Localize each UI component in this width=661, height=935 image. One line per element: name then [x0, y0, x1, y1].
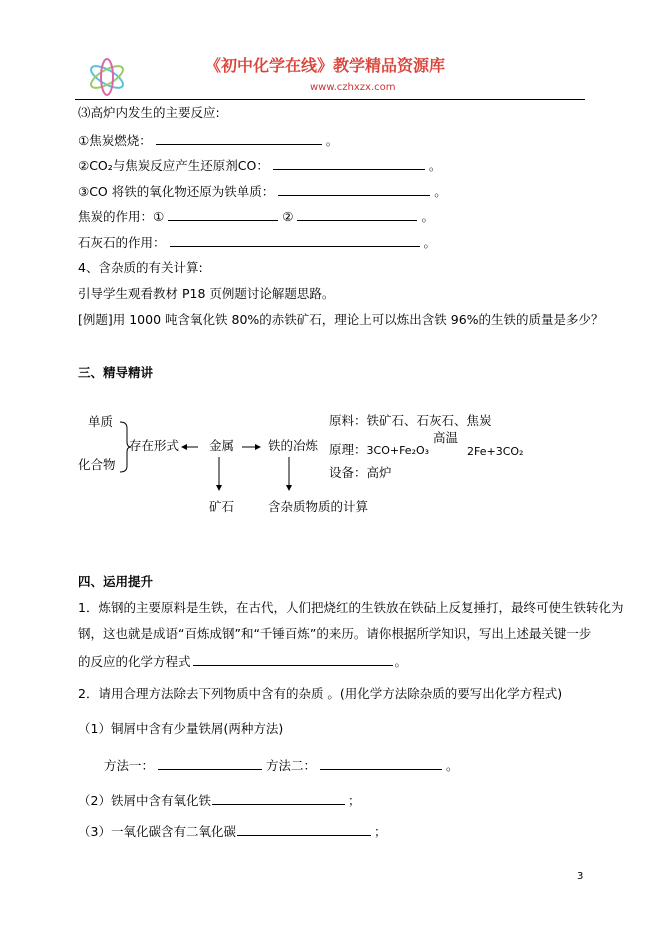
q2-3-line: [78, 822, 386, 840]
q1-line3: [78, 652, 407, 670]
period: 。: [428, 158, 442, 173]
diagram-calc: 含杂质物质的计算: [268, 499, 369, 514]
answer-blank[interactable]: [170, 233, 420, 247]
q2-1-text: （1）铜屑中含有少量铁屑(两种方法): [78, 721, 284, 736]
answer-blank[interactable]: [297, 207, 417, 221]
reactions-heading: ⑶高炉内发生的主要反应:: [78, 105, 220, 120]
period: 。: [394, 654, 408, 669]
section3-heading: 三、精导精讲: [78, 365, 154, 380]
answer-blank[interactable]: [158, 756, 262, 770]
answer-blank[interactable]: [193, 652, 393, 666]
semicolon: ；: [373, 824, 387, 839]
period: 。: [325, 133, 339, 148]
diagram-condition: 高温: [433, 430, 459, 445]
calc-heading: 4、含杂质的有关计算:: [78, 260, 203, 275]
coke-burning-line: [78, 131, 338, 149]
diagram-elem: 单质: [88, 414, 114, 429]
answer-blank[interactable]: [278, 182, 430, 196]
limestone-role-line: [78, 233, 436, 251]
q2-1-methods: [104, 756, 459, 774]
diagram-smelt: 铁的冶炼: [268, 438, 319, 453]
label: 方法一：: [104, 758, 155, 773]
section4-heading: 四、运用提升: [78, 574, 154, 589]
period: 。: [421, 209, 434, 224]
answer-blank[interactable]: [168, 207, 278, 221]
label: ③CO 将铁的氧化物还原为铁单质：: [78, 184, 275, 199]
period: 。: [446, 758, 459, 773]
co2-coke-line: [78, 156, 441, 174]
label: 的反应的化学方程式: [78, 654, 191, 669]
label: 焦炭的作用：①: [78, 209, 165, 224]
label: ②CO₂与焦炭反应产生还原剂CO：: [78, 158, 269, 173]
logo-icon: [86, 56, 128, 98]
guide-text: 引导学生观看教材 P18 页例题讨论解题思路。: [78, 286, 335, 301]
semicolon: ；: [347, 793, 361, 808]
q1-line2: 钢，这也就是成语“百炼成钢”和“千锤百炼”的来历。请你根据所学知识，写出上述最关键一步: [78, 626, 592, 641]
answer-blank[interactable]: [212, 791, 345, 805]
coke-role-line: [78, 207, 434, 225]
header-title: 《初中化学在线》教学精品资源库: [205, 56, 446, 75]
label: （3）一氧化碳含有二氧化碳: [78, 824, 236, 839]
label: ①焦炭燃烧：: [78, 133, 152, 148]
answer-blank[interactable]: [156, 131, 322, 145]
answer-blank[interactable]: [273, 156, 425, 170]
label: 石灰石的作用：: [78, 235, 166, 250]
diagram-products: 2Fe+3CO₂: [467, 445, 524, 458]
label: ②: [282, 209, 294, 224]
q1-line1: 1．炼钢的主要原料是生铁，在古代，人们把烧红的生铁放在铁砧上反复捶打，最终可使生铁转化为: [78, 600, 624, 615]
diagram-ore: 矿石: [209, 499, 235, 514]
diagram-equip: 设备：高炉: [329, 465, 392, 480]
co-reduction-line: [78, 182, 447, 200]
label: 原理：: [329, 442, 367, 457]
diagram-metal: 金属: [209, 438, 235, 453]
diagram-compound: 化合物: [78, 457, 116, 472]
example-text: [例题]用 1000 吨含氧化铁 80%的赤铁矿石，理论上可以炼出含铁 96%的生铁的质量是多少？: [78, 312, 604, 327]
q2-text: 2．请用合理方法除去下列物质中含有的杂质 。(用化学方法除杂质的要写出化学方程式): [78, 686, 563, 701]
diagram-raw: 原料：铁矿石、石灰石、焦炭: [329, 413, 492, 428]
answer-blank[interactable]: [320, 756, 442, 770]
reactants: 3CO+Fe₂O₃: [366, 444, 430, 457]
header-url: www.czhxzx.com: [310, 82, 396, 93]
diagram-form: 存在形式: [129, 438, 180, 453]
label: 方法二：: [266, 758, 317, 773]
period: 。: [434, 184, 447, 199]
label: （2）铁屑中含有氧化铁: [78, 793, 211, 808]
answer-blank[interactable]: [237, 822, 371, 836]
header-divider: [75, 99, 585, 100]
q2-2-line: [78, 791, 360, 809]
page-number: 3: [577, 871, 584, 882]
diagram-principle: [329, 442, 429, 459]
period: 。: [423, 235, 437, 250]
